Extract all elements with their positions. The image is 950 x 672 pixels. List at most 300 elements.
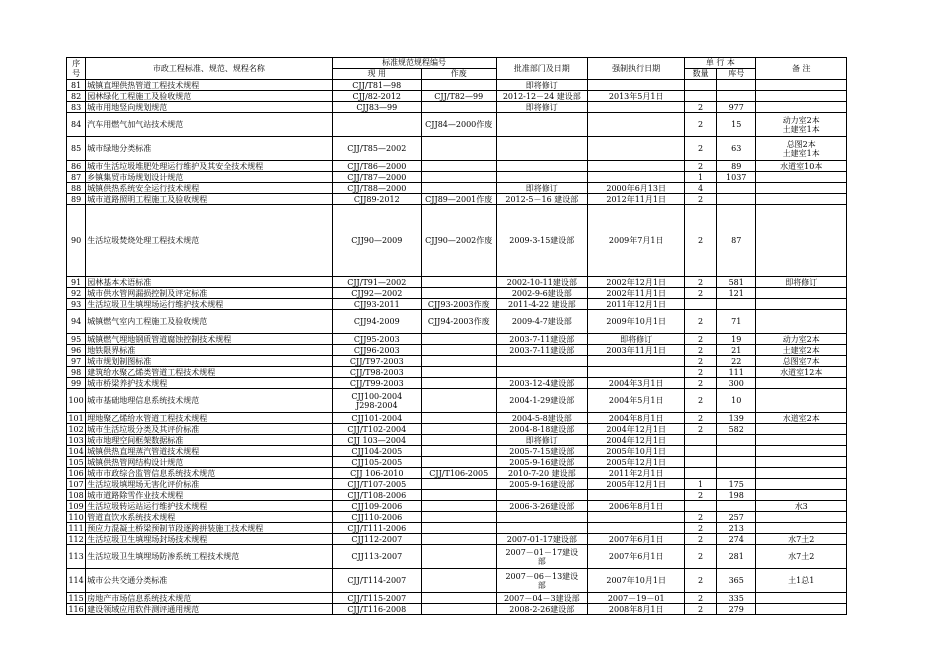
- row-number: 111: [68, 523, 84, 533]
- table-row: [67, 102, 847, 113]
- table-row: [67, 299, 847, 310]
- code-void: [421, 345, 496, 356]
- remark: [756, 593, 847, 604]
- table-row: [67, 593, 847, 604]
- remark: [756, 183, 847, 194]
- code-void: [421, 604, 496, 615]
- standard-name: 城市规划制图标准: [86, 356, 332, 367]
- table-row: [67, 569, 847, 593]
- row-number: 99: [67, 378, 86, 389]
- standard-name: 汽车用燃气加气站技术规范: [86, 113, 332, 137]
- code-current: CJJ/T81—98: [332, 80, 421, 91]
- store-number: [716, 91, 756, 102]
- table-row: [67, 334, 847, 345]
- code-void: CJJ/T106-2005: [421, 468, 496, 479]
- code-void: [421, 172, 496, 183]
- row-number: 115: [68, 593, 84, 603]
- approval-dept-date: 2007－04－3建设部: [496, 593, 588, 604]
- remark: [756, 334, 847, 345]
- standard-name: 管道直饮水系统技术规程: [86, 512, 332, 523]
- remark-line: 水道室10本: [780, 161, 823, 171]
- name-header: 市政工程标准、规范、规程名称: [86, 58, 332, 80]
- approval-dept-date: 2008-2-26建设部: [496, 604, 588, 615]
- effective-date: 2004年8月1日: [588, 413, 685, 424]
- approval-dept-date: 2005-9-16建设部: [496, 457, 588, 468]
- code-current: CJJ89-2012: [332, 194, 421, 205]
- table-row: [67, 367, 847, 378]
- approval-dept-date: [496, 523, 588, 534]
- standard-name: 建筑给水聚乙烯类管道工程技术规程: [86, 367, 332, 378]
- row-number: 110: [68, 512, 84, 522]
- code-void: [421, 80, 496, 91]
- effective-date: [588, 113, 685, 137]
- code-current: CJJ/T102-2004: [332, 424, 421, 435]
- table-row: [67, 545, 847, 569]
- copies-count: [685, 435, 717, 446]
- code-void: CJJ93-2003作废: [421, 299, 496, 310]
- effective-date: 2004年12月1日: [588, 435, 685, 446]
- remark: [756, 435, 847, 446]
- remark: [756, 356, 847, 367]
- row-number: 97: [67, 356, 86, 367]
- effective-date: [588, 161, 685, 172]
- copies-count: 2: [685, 356, 717, 367]
- copies-count: 2: [685, 205, 717, 277]
- standard-name: 城镇供热管网结构设计规范: [86, 457, 332, 468]
- effective-date: [588, 523, 685, 534]
- effective-date: [588, 102, 685, 113]
- copies-count: [685, 91, 717, 102]
- approval-dept-date: 2004-1-29建设部: [496, 389, 588, 413]
- standard-name: 房地产市场信息系统技术规范: [86, 593, 332, 604]
- row-number: 86: [67, 161, 86, 172]
- code-void: [421, 435, 496, 446]
- standard-name: 埋地聚乙烯给水管道工程技术规程: [86, 413, 332, 424]
- remark: [756, 161, 847, 172]
- code-void: CJJ94-2003作废: [421, 310, 496, 334]
- remark: [756, 545, 847, 569]
- code-void: [421, 334, 496, 345]
- code-void: [421, 183, 496, 194]
- effective-date: 2011年12月1日: [588, 299, 685, 310]
- approval-dept-date: 即将修订: [496, 102, 588, 113]
- standard-name: 城市生活垃圾分类及其评价标准: [86, 424, 332, 435]
- code-current: CJJ/T116-2008: [332, 604, 421, 615]
- copies-store-header: 库号: [716, 69, 756, 80]
- table-row: [67, 356, 847, 367]
- row-number: 91: [67, 277, 86, 288]
- effective-date: 2005年12月1日: [588, 479, 685, 490]
- copies-count: [685, 299, 717, 310]
- remark: [756, 468, 847, 479]
- row-number: 81: [67, 80, 86, 91]
- standard-name: 生活垃圾卫生填埋场运行维护技术规程: [86, 299, 332, 310]
- code-current: CJJ113-2007: [332, 545, 421, 569]
- remark: [756, 479, 847, 490]
- remark: [756, 367, 847, 378]
- copies-count: 2: [685, 545, 717, 569]
- copies-count: 2: [685, 490, 717, 501]
- remark: [756, 345, 847, 356]
- copies-count: 2: [685, 593, 717, 604]
- row-number: 103: [68, 435, 84, 445]
- table-row: [67, 310, 847, 334]
- table-row: [67, 345, 847, 356]
- copies-count: 1: [685, 172, 717, 183]
- effective-date: 2002年12月1日: [588, 277, 685, 288]
- code-current: CJJ96-2003: [332, 345, 421, 356]
- store-number: 977: [716, 102, 756, 113]
- approval-dept-date-line: 部: [537, 556, 546, 566]
- store-number: 274: [716, 534, 756, 545]
- code-current-header: 现 用: [332, 69, 421, 80]
- table-row: [67, 501, 847, 512]
- copies-count: 2: [685, 137, 717, 161]
- approval-dept-date-line: 部: [537, 580, 546, 590]
- remark: [756, 413, 847, 424]
- code-void: [421, 534, 496, 545]
- effective-date: 2007年6月1日: [588, 534, 685, 545]
- effective-date: 2005年10月1日: [588, 446, 685, 457]
- effective-date: 2007－19－01: [588, 593, 685, 604]
- remark: [756, 457, 847, 468]
- table-row: [67, 277, 847, 288]
- remark: [756, 389, 847, 413]
- code-current: CJJ 106-2010: [332, 468, 421, 479]
- row-number: 87: [67, 172, 86, 183]
- store-number: 15: [716, 113, 756, 137]
- row-number: 98: [67, 367, 86, 378]
- copies-count: 2: [685, 334, 717, 345]
- row-number: 88: [67, 183, 86, 194]
- code-current: CJJ/82-2012: [332, 91, 421, 102]
- remark: [756, 277, 847, 288]
- table-row: [67, 435, 847, 446]
- copies-count: 2: [685, 310, 717, 334]
- remark: [756, 288, 847, 299]
- copies-count: 2: [685, 161, 717, 172]
- effective-date: [588, 367, 685, 378]
- copies-count: 2: [685, 424, 717, 435]
- table-row: [67, 137, 847, 161]
- code-current: CJJ92—2002: [332, 288, 421, 299]
- code-current: CJJ94-2009: [332, 310, 421, 334]
- store-number: 581: [716, 277, 756, 288]
- store-number: 21: [716, 345, 756, 356]
- code-current: CJJ/T115-2007: [332, 593, 421, 604]
- approval-dept-date: 2010-7-20 建设部: [496, 468, 588, 479]
- row-number: 112: [68, 534, 84, 544]
- effective-date: [588, 137, 685, 161]
- standard-name: 城市桥梁养护技术规程: [86, 378, 332, 389]
- code-current: CJJ/T108-2006: [332, 490, 421, 501]
- standard-name: 园林基本术语标准: [86, 277, 332, 288]
- approval-dept-date: [496, 490, 588, 501]
- code-current: [332, 113, 421, 137]
- standard-name: 城市公共交通分类标准: [86, 569, 332, 593]
- remark: [756, 501, 847, 512]
- copies-count: 2: [685, 102, 717, 113]
- standard-name: 城市绿地分类标准: [86, 137, 332, 161]
- effective-date: 2005年12月1日: [588, 457, 685, 468]
- remark-line: 即将修订: [785, 277, 818, 287]
- standard-name: 生活垃圾填埋场无害化评价标准: [86, 479, 332, 490]
- remark: [756, 490, 847, 501]
- store-number: 582: [716, 424, 756, 435]
- remark: [756, 310, 847, 334]
- code-void: [421, 457, 496, 468]
- copies-count: 2: [685, 523, 717, 534]
- remark-line: 水道室2本: [782, 413, 820, 423]
- row-number: 106: [68, 468, 84, 478]
- approval-dept-date: [496, 545, 588, 569]
- standard-name: 乡镇集贸市场规划设计规范: [86, 172, 332, 183]
- remark: [756, 424, 847, 435]
- store-number: [716, 80, 756, 91]
- store-number: 139: [716, 413, 756, 424]
- standard-name: 城市用地竖向规划规范: [86, 102, 332, 113]
- table-row: [67, 534, 847, 545]
- remark-line: 土建室1本: [782, 124, 820, 134]
- table-row: [67, 468, 847, 479]
- store-number: [716, 194, 756, 205]
- copies-count: [685, 446, 717, 457]
- code-current: CJJ/T98-2003: [332, 367, 421, 378]
- code-current: CJJ/T97-2003: [332, 356, 421, 367]
- code-current: CJJ/T107-2005: [332, 479, 421, 490]
- code-void: [421, 501, 496, 512]
- remark: [756, 91, 847, 102]
- copies-count: [685, 468, 717, 479]
- store-number: [716, 446, 756, 457]
- copies-count: 2: [685, 512, 717, 523]
- code-current: CJJ93-2011: [332, 299, 421, 310]
- store-number: [716, 299, 756, 310]
- effective-date: 2004年3月1日: [588, 378, 685, 389]
- row-number: 107: [68, 479, 84, 489]
- code-void: [421, 102, 496, 113]
- copies-count: 2: [685, 534, 717, 545]
- store-number: 175: [716, 479, 756, 490]
- standard-name: 城镇燃气埋地钢质管道腐蚀控制技术规程: [86, 334, 332, 345]
- code-current: CJJ104-2005: [332, 446, 421, 457]
- approval-dept-date: 2012-5－16 建设部: [496, 194, 588, 205]
- store-number: 1037: [716, 172, 756, 183]
- effective-date: 2004年5月1日: [588, 389, 685, 413]
- store-number: 111: [716, 367, 756, 378]
- copies-count: 2: [685, 604, 717, 615]
- standard-name: 生活垃圾卫生填埋场封场技术规程: [86, 534, 332, 545]
- effective-date: 2008年8月1日: [588, 604, 685, 615]
- approval-header: 批准部门及日期: [496, 58, 588, 80]
- approval-dept-date: [496, 367, 588, 378]
- effective-date: 2004年12月1日: [588, 424, 685, 435]
- remark-header: 备 注: [756, 58, 847, 80]
- copies-count: [685, 80, 717, 91]
- remark: [756, 378, 847, 389]
- approval-dept-date: 2009-3-15建设部: [496, 205, 588, 277]
- code-current: CJJ/T111-2006: [332, 523, 421, 534]
- remark: [756, 446, 847, 457]
- code-current: CJJ83—99: [332, 102, 421, 113]
- standard-name: 城市生活垃圾堆肥处理运行维护及其安全技术规程: [86, 161, 332, 172]
- store-number: 365: [716, 569, 756, 593]
- code-current: CJJ110-2006: [332, 512, 421, 523]
- code-void-header: 作废: [421, 69, 496, 80]
- copies-count: [685, 457, 717, 468]
- table-row: [67, 378, 847, 389]
- approval-dept-date-line: 2007－01－17建设: [505, 547, 579, 557]
- remark-line: 水7土2: [788, 552, 815, 561]
- copies-count: 4: [685, 183, 717, 194]
- code-void: [421, 277, 496, 288]
- store-number: 89: [716, 161, 756, 172]
- table-row: [67, 413, 847, 424]
- table-row: [67, 457, 847, 468]
- approval-dept-date: [496, 356, 588, 367]
- code-current-line: CJJ100-2004: [351, 391, 403, 401]
- remark: [756, 523, 847, 534]
- code-void: [421, 356, 496, 367]
- approval-dept-date: 2005-9-16建设部: [496, 479, 588, 490]
- effective-date: 2002年11月1日: [588, 288, 685, 299]
- approval-dept-date-line: 2007－06－13建设: [505, 571, 579, 581]
- copies-count-header: 数量: [685, 69, 717, 80]
- store-number: 63: [716, 137, 756, 161]
- store-number: 71: [716, 310, 756, 334]
- code-current: CJJ95-2003: [332, 334, 421, 345]
- copies-count: 2: [685, 367, 717, 378]
- standard-name: 城镇直埋供热管道工程技术规程: [86, 80, 332, 91]
- effective-date: [588, 490, 685, 501]
- code-void: [421, 288, 496, 299]
- table-row: [67, 183, 847, 194]
- approval-dept-date: [496, 113, 588, 137]
- table-row: [67, 523, 847, 534]
- code-void: [421, 569, 496, 593]
- code-void: [421, 413, 496, 424]
- table-row: [67, 113, 847, 137]
- row-number: 116: [68, 604, 84, 614]
- approval-dept-date: [496, 569, 588, 593]
- code-group-header: 标准规范规程编号: [332, 58, 496, 69]
- remark-line: 动力室2本: [782, 334, 820, 344]
- code-current: CJJ 103—2004: [332, 435, 421, 446]
- code-void: [421, 389, 496, 413]
- table-row: [67, 424, 847, 435]
- effective-date: [588, 172, 685, 183]
- standard-name: 城市供水管网漏损控制及评定标准: [86, 288, 332, 299]
- approval-dept-date: [496, 137, 588, 161]
- table-row: [67, 161, 847, 172]
- copies-count: 2: [685, 569, 717, 593]
- approval-dept-date: 即将修订: [496, 80, 588, 91]
- store-number: 335: [716, 593, 756, 604]
- approval-dept-date: 2003-12-4建设部: [496, 378, 588, 389]
- remark: [756, 299, 847, 310]
- store-number: 281: [716, 545, 756, 569]
- remark: [756, 569, 847, 593]
- remark: [756, 137, 847, 161]
- store-number: 121: [716, 288, 756, 299]
- code-void: [421, 523, 496, 534]
- row-number: 105: [68, 457, 84, 467]
- effective-date: 2007年10月1日: [588, 569, 685, 593]
- code-current: CJJ90—2009: [332, 205, 421, 277]
- code-void: CJJ89—2001作废: [421, 194, 496, 205]
- table-row: [67, 512, 847, 523]
- table-row: [67, 172, 847, 183]
- standard-name: 城市地理空间框架数据标准: [86, 435, 332, 446]
- row-number: 101: [68, 413, 84, 423]
- standard-name: 生活垃圾卫生填埋场防渗系统工程技术规范: [86, 545, 332, 569]
- row-number: 94: [67, 310, 86, 334]
- code-current-line: J298-2004: [356, 400, 398, 410]
- row-number: 83: [67, 102, 86, 113]
- approval-dept-date: 即将修订: [496, 435, 588, 446]
- code-void: [421, 479, 496, 490]
- row-number: 84: [67, 113, 86, 137]
- code-current: CJJ101-2004: [332, 413, 421, 424]
- approval-dept-date: 2003-7-11建设部: [496, 345, 588, 356]
- copies-count: 2: [685, 389, 717, 413]
- effective-date: 2011年2月1日: [588, 468, 685, 479]
- store-number: [716, 435, 756, 446]
- standard-name: 建设领域应用软件测评通用规范: [86, 604, 332, 615]
- store-number: [716, 457, 756, 468]
- standard-name: 城市道路除雪作业技术规程: [86, 490, 332, 501]
- code-current: [332, 389, 421, 413]
- table-row: [67, 490, 847, 501]
- remark: [756, 512, 847, 523]
- approval-dept-date: [496, 161, 588, 172]
- code-current: CJJ/T87—2000: [332, 172, 421, 183]
- standard-name: 生活垃圾焚烧处理工程技术规范: [86, 205, 332, 277]
- effective-date: 2007年6月1日: [588, 545, 685, 569]
- row-number: 113: [67, 545, 86, 569]
- standard-name: 城市基础地理信息系统技术规范: [86, 389, 332, 413]
- copies-count: 2: [685, 378, 717, 389]
- effective-date: 2000年6月13日: [588, 183, 685, 194]
- standard-name: 预应力混凝土桥梁预制节段逐跨拼装施工技术规程: [86, 523, 332, 534]
- copies-count: 2: [685, 194, 717, 205]
- remark-line: 水3: [794, 501, 808, 511]
- standard-name: 园林绿化工程施工及验收规范: [86, 91, 332, 102]
- code-current: CJJ/T91—2002: [332, 277, 421, 288]
- table-row: [67, 194, 847, 205]
- table-row: [67, 604, 847, 615]
- remark-line: 总图室7本: [782, 356, 820, 366]
- row-number: 100: [67, 389, 86, 413]
- standard-name: 城市道路照明工程施工及验收规程: [86, 194, 332, 205]
- store-number: [716, 468, 756, 479]
- approval-dept-date: 2004-5-8建设部: [496, 413, 588, 424]
- effective-date: 2012年11月1日: [588, 194, 685, 205]
- effective-date: 2009年10月1日: [588, 310, 685, 334]
- approval-dept-date: 2011-4-22 建设部: [496, 299, 588, 310]
- code-void: CJJ/T82—99: [421, 91, 496, 102]
- code-void: [421, 161, 496, 172]
- code-void: [421, 593, 496, 604]
- approval-dept-date: 2002-9-6建设部: [496, 288, 588, 299]
- approval-dept-date: [496, 172, 588, 183]
- approval-dept-date: [496, 512, 588, 523]
- store-number: 213: [716, 523, 756, 534]
- code-void: [421, 512, 496, 523]
- remark: [756, 80, 847, 91]
- remark-line: 土建室1本: [782, 148, 820, 158]
- row-number: 95: [67, 334, 86, 345]
